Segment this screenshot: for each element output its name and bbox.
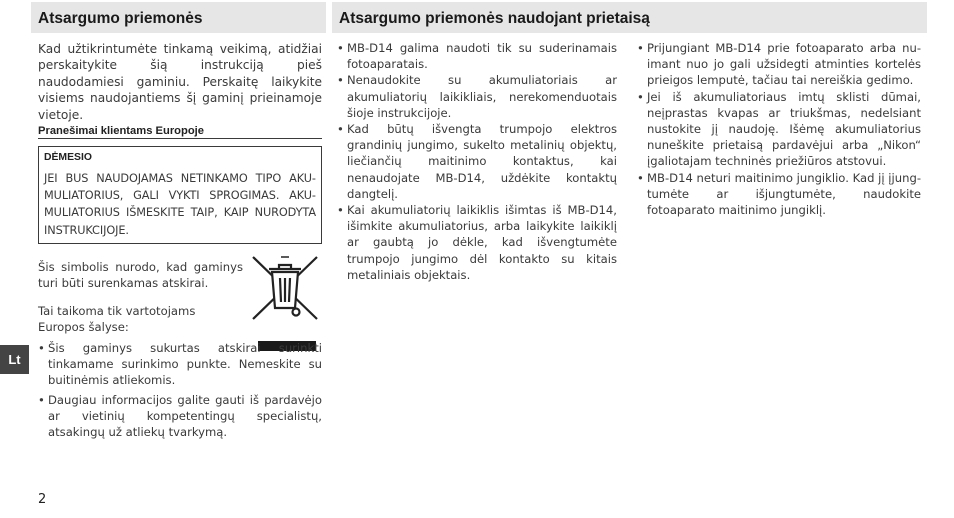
language-tab: Lt: [0, 345, 29, 374]
symbol-description: Šis simbolis nurodo, kad gaminys turi būti surenkamas atskirai.: [38, 260, 243, 291]
list-item: • MB-D14 neturi maitinimo jungiklio. Kad jį įjungtumėte ar išjungtumėte, naudokite fotoaparato maitinimo jungiklį.: [637, 170, 921, 219]
crossed-out-wheelie-bin-icon: [250, 254, 320, 322]
left-section-header: [31, 2, 326, 33]
list-item: • Nenaudokite su akumuliatoriais ar akumuliatorių laikikliais, nerekomenduotais šioje instrukcijoje.: [337, 72, 617, 121]
list-item: • Kai akumuliatorių laikiklis išimtas iš MB-D14, išimkite akumuliatorius, arba laikykite laikiklį ar gaubtą jo dėkle, kad išvengtumėte trumpojo jungimo dėl kontakto su kitais metaliniais objektais.: [337, 202, 617, 283]
europe-notice-heading: Pranešimai klientams Europoje: [38, 125, 322, 139]
list-item: [38, 340, 322, 389]
precautions-list-2: [637, 40, 921, 218]
right-section-header: [332, 2, 927, 33]
left-section-title: Atsargumo priemonės: [38, 10, 203, 27]
right-section-title: Atsargumo priemonės naudojant prietaisą: [339, 10, 650, 27]
precautions-column-2: [637, 40, 921, 218]
list-item: • Jei iš akumuliatoriaus imtų sklisti dūmai, neįprastas kvapas ar triukšmas, nedelsiant nustokite jį naudoję. Išėmę akumuliatorius nuneškite prietaisą pardavėjui arba „Nikon“ įgaliotajam techninės priežiūros atstovui.: [637, 89, 921, 170]
precautions-column-1: [337, 40, 617, 283]
precautions-list-1: [337, 40, 617, 283]
disposal-bullet-list: [38, 340, 322, 443]
list-item: • Kad būtų išvengta trumpojo elektros grandinių jungimo, sukelto metalinių objektų, liečiančių maitinimo kontaktus, kai nenaudojate MB-D14, uždėkite kontaktų dangtelį.: [337, 121, 617, 202]
intro-paragraph: Kad užtikrintumėte tinkamą veikimą, atidžiai perskaitykite šią instrukciją pieš naudodamiesi gaminiu. Perskaitę laikykite visiems naudojantiems šį gaminį prieinamoje vietoje.: [38, 42, 322, 122]
warning-body: JEI BUS NAUDOJAMAS NETINKAMO TIPO AKUMULIATORIUS, GALI VYKTI SPROGIMAS. AKUMULIATORIUS IŠMESKITE TAIP, KAIP NURODYTA INSTRUKCIJOJE.: [44, 172, 316, 237]
list-item-text: Šis gaminys sukurtas atskirai surinkti tinkamame surinkimo punkte. Nemeskite su buitinėmis atliekomis.: [48, 341, 322, 388]
list-item: [38, 392, 322, 441]
list-item-text: Daugiau informacijos galite gauti iš pardavėjo ar vietinių kompetentingų specialistų, atsakingų už atliekų tvarkymą.: [48, 392, 322, 440]
warning-box: [38, 146, 322, 244]
warning-title: DĖMESIO: [44, 152, 92, 163]
page-number: 2: [38, 492, 47, 507]
list-item: • MB-D14 galima naudoti tik su suderinamais fotoaparatais.: [337, 40, 617, 72]
symbol-scope: Tai taikoma tik vartotojams Europos šalyse:: [38, 304, 196, 335]
list-item: • Prijungiant MB-D14 prie fotoaparato arba nuimant nuo jo gali užsidegti atminties kortelės prieigos lemputė, tačiau tai nereiškia gedimo.: [637, 40, 921, 89]
